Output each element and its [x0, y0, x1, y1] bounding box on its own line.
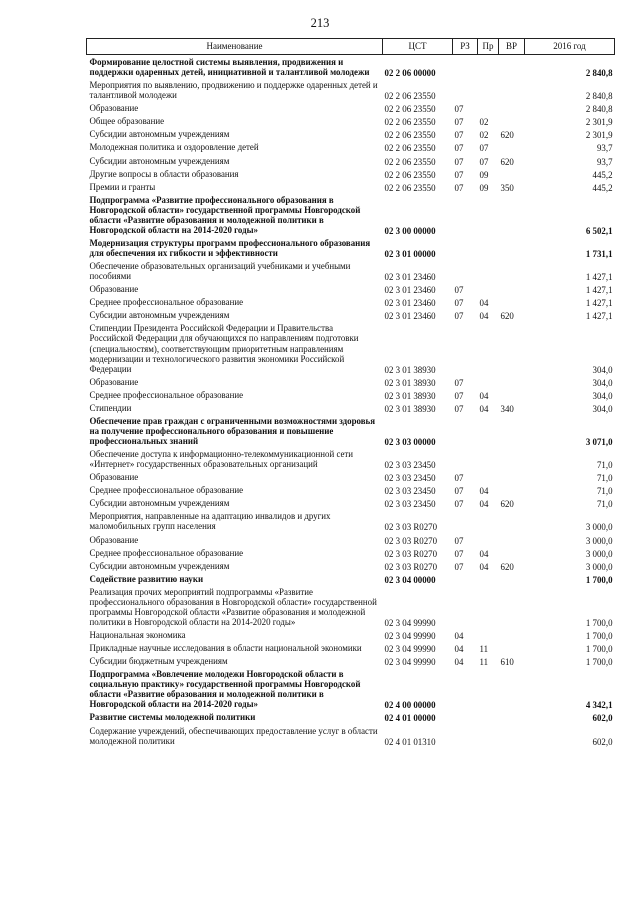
row-rz: 07	[454, 311, 464, 322]
row-cst: 02 3 03 R0270	[384, 561, 438, 572]
row-cst: 02 4 01 00000	[384, 713, 436, 724]
row-name: Обеспечение образовательных организаций учебниками и учебными пособиями	[89, 261, 351, 282]
row-cst: 02 3 03 23450	[384, 486, 436, 497]
row-rz: 04	[454, 644, 464, 655]
row-vr	[499, 470, 525, 483]
row-cst: 02 3 03 R0270	[384, 548, 438, 559]
header-year: 2016 год	[525, 39, 615, 55]
table-row	[87, 710, 615, 723]
row-cst: 02 3 01 23460	[384, 285, 436, 296]
row-rz: 07	[454, 561, 464, 572]
row-cst: 02 3 01 38930	[384, 403, 436, 414]
row-vr	[499, 724, 525, 747]
row-vr	[499, 483, 525, 496]
row-vr: 620	[500, 311, 514, 322]
row-name: Молодежная политика и оздоровление детей	[89, 142, 259, 153]
row-rz: 07	[454, 535, 464, 546]
row-pr	[478, 101, 499, 114]
row-cst: 02 3 04 99990	[384, 657, 436, 668]
row-rz: 07	[454, 169, 464, 180]
row-vr: 620	[500, 130, 514, 141]
row-vr	[499, 585, 525, 628]
row-cst: 02 3 03 23450	[384, 499, 436, 510]
row-rz: 07	[454, 473, 464, 484]
row-vr: 620	[500, 499, 514, 510]
row-rz: 07	[454, 390, 464, 401]
row-pr	[478, 193, 499, 236]
row-sum-2016: 2 301,9	[585, 130, 613, 141]
row-sum-2016: 3 000,0	[585, 522, 613, 533]
row-rz: 07	[454, 182, 464, 193]
row-rz	[453, 193, 478, 236]
row-name: Субсидии автономным учреждениям	[89, 129, 230, 140]
row-name: Формирование целостной системы выявления, продвижения и поддержки одаренных детей, инициативной и талантливой молодежи	[89, 57, 370, 78]
row-pr	[478, 321, 499, 374]
row-rz	[453, 509, 478, 532]
row-cst: 02 4 00 00000	[384, 700, 436, 711]
row-pr	[478, 259, 499, 282]
row-sum-2016: 3 071,0	[585, 437, 613, 447]
row-vr	[499, 114, 525, 127]
row-rz: 07	[454, 104, 464, 115]
row-name: Мероприятия, направленные на адаптацию инвалидов и других маломобильных групп населения	[89, 511, 331, 532]
row-sum-2016: 3 000,0	[585, 548, 613, 559]
row-pr	[478, 447, 499, 470]
row-vr	[499, 167, 525, 180]
row-pr	[478, 282, 499, 295]
row-pr: 11	[479, 644, 489, 655]
row-cst: 02 2 06 23550	[384, 117, 436, 128]
row-vr	[499, 236, 525, 259]
table-row	[87, 180, 615, 193]
row-rz	[453, 321, 478, 374]
row-sum-2016: 71,0	[596, 460, 613, 471]
row-cst: 02 3 01 23460	[384, 272, 436, 283]
table-header-row	[87, 39, 615, 55]
row-rz: 07	[454, 377, 464, 388]
row-cst: 02 3 03 R0270	[384, 535, 438, 546]
row-pr: 02	[479, 117, 489, 128]
row-name: Подпрограмма «Развитие профессионального образования в Новгородской области» государственной программы Новгородской области «Развитие образования и молодежной политики в Новгородской области на 2014-2020 годы»	[89, 194, 361, 235]
row-pr	[478, 724, 499, 747]
row-pr: 04	[479, 499, 489, 510]
row-sum-2016: 71,0	[596, 473, 613, 484]
row-vr: 620	[500, 156, 514, 167]
row-name: Субсидии автономным учреждениям	[89, 310, 230, 321]
row-pr	[478, 710, 499, 723]
header-rz: РЗ	[453, 39, 478, 55]
row-cst: 02 3 04 99990	[384, 617, 436, 628]
row-cst: 02 3 03 23450	[384, 473, 436, 484]
row-rz	[453, 78, 478, 101]
row-pr: 04	[479, 548, 489, 559]
row-rz	[453, 55, 478, 79]
row-pr	[478, 375, 499, 388]
table-row	[87, 78, 615, 101]
row-vr	[499, 572, 525, 585]
row-vr	[499, 78, 525, 101]
row-sum-2016: 304,0	[592, 403, 613, 414]
row-sum-2016: 2 840,8	[585, 104, 613, 115]
row-rz: 07	[454, 486, 464, 497]
row-sum-2016: 304,0	[592, 390, 613, 401]
row-pr	[478, 509, 499, 532]
row-pr	[478, 470, 499, 483]
row-pr: 07	[479, 156, 489, 167]
table-row	[87, 154, 615, 167]
row-name: Обеспечение доступа к информационно-телекоммуникационной сети «Интернет» государственных образовательных организаций	[89, 449, 354, 470]
table-row	[87, 140, 615, 153]
row-cst: 02 3 04 99990	[384, 631, 436, 641]
table-row	[87, 295, 615, 308]
table-row	[87, 572, 615, 585]
row-sum-2016: 1 700,0	[585, 631, 613, 641]
row-sum-2016: 93,7	[596, 156, 613, 167]
table-row	[87, 375, 615, 388]
row-rz: 04	[454, 631, 464, 641]
table-row	[87, 628, 615, 641]
row-name: Содержание учреждений, обеспечивающих предоставление услуг в области молодежной политики	[89, 725, 378, 746]
row-pr: 07	[479, 143, 489, 154]
row-rz	[453, 572, 478, 585]
row-rz: 07	[454, 130, 464, 141]
row-pr: 04	[479, 298, 489, 309]
table-row	[87, 667, 615, 710]
table-row	[87, 55, 615, 79]
row-rz: 07	[454, 143, 464, 154]
row-name: Субсидии автономным учреждениям	[89, 560, 230, 571]
row-sum-2016: 2 301,9	[585, 117, 613, 128]
row-name: Образование	[89, 284, 139, 295]
table-row	[87, 559, 615, 572]
row-cst: 02 3 00 00000	[384, 225, 436, 236]
row-pr: 11	[479, 657, 489, 668]
table-row	[87, 127, 615, 140]
table-row	[87, 401, 615, 414]
row-vr	[499, 546, 525, 559]
row-pr	[478, 572, 499, 585]
row-sum-2016: 6 502,1	[585, 225, 613, 236]
row-cst: 02 3 03 R0270	[384, 522, 438, 533]
row-rz	[453, 585, 478, 628]
row-vr	[499, 282, 525, 295]
row-cst: 02 3 01 38930	[384, 377, 436, 388]
row-name: Субсидии бюджетным учреждениям	[89, 656, 228, 667]
row-sum-2016: 1 700,0	[585, 657, 613, 668]
row-cst: 02 2 06 23550	[384, 156, 436, 167]
row-cst: 02 2 06 23550	[384, 130, 436, 141]
row-rz: 07	[454, 285, 464, 296]
header-vr: ВР	[499, 39, 525, 55]
row-name: Обеспечение прав граждан с ограниченными возможностями здоровья на получение профессионального образования и повышение профессиональных знаний	[89, 415, 376, 446]
row-rz	[453, 724, 478, 747]
table-row	[87, 101, 615, 114]
row-rz	[453, 236, 478, 259]
row-rz: 07	[454, 156, 464, 167]
row-sum-2016: 1 427,1	[585, 285, 613, 296]
table-row	[87, 483, 615, 496]
row-vr	[499, 667, 525, 710]
row-name: Прикладные научные исследования в области национальной экономики	[89, 643, 362, 654]
row-vr	[499, 101, 525, 114]
row-cst: 02 3 04 99990	[384, 644, 436, 655]
row-name: Среднее профессиональное образование	[89, 389, 244, 400]
row-cst: 02 3 01 23460	[384, 298, 436, 309]
row-cst: 02 3 01 23460	[384, 311, 436, 322]
row-cst: 02 4 01 01310	[384, 736, 436, 747]
row-sum-2016: 602,0	[592, 713, 613, 724]
row-pr	[478, 78, 499, 101]
table-row	[87, 533, 615, 546]
row-sum-2016: 1 700,0	[585, 574, 613, 585]
table-row	[87, 236, 615, 259]
row-name: Образование	[89, 376, 139, 387]
row-rz	[453, 447, 478, 470]
table-row	[87, 321, 615, 374]
table-row	[87, 585, 615, 628]
row-cst: 02 3 04 00000	[384, 574, 436, 585]
table-row	[87, 724, 615, 747]
row-vr	[499, 414, 525, 447]
table-body	[87, 55, 615, 747]
table-row	[87, 282, 615, 295]
row-cst: 02 3 01 38930	[384, 364, 436, 375]
row-vr: 610	[500, 657, 514, 668]
row-name: Стипендии Президента Российской Федерации и Правительства Российской Федерации для обучающихся по направлениям подготовки (специальностям), соответствующим приоритетным направлениям модернизации и технологического развития экономики Российской Федерации	[89, 323, 359, 374]
budget-table	[86, 38, 615, 747]
table-row	[87, 388, 615, 401]
row-name: Образование	[89, 472, 139, 483]
row-vr	[499, 193, 525, 236]
row-vr	[499, 447, 525, 470]
row-rz: 04	[454, 657, 464, 668]
row-pr: 04	[479, 311, 489, 322]
row-sum-2016: 1 731,1	[585, 249, 613, 259]
row-cst: 02 2 06 00000	[384, 68, 436, 79]
table-row	[87, 509, 615, 532]
row-sum-2016: 445,2	[592, 169, 613, 180]
table-row	[87, 447, 615, 470]
row-pr	[478, 55, 499, 79]
row-sum-2016: 71,0	[596, 486, 613, 497]
row-vr	[499, 259, 525, 282]
table-row	[87, 470, 615, 483]
row-pr	[478, 533, 499, 546]
header-cst: ЦСТ	[383, 39, 453, 55]
table-row	[87, 167, 615, 180]
row-sum-2016: 93,7	[596, 143, 613, 154]
row-cst: 02 3 01 38930	[384, 390, 436, 401]
row-name: Национальная экономика	[89, 630, 186, 640]
row-name: Мероприятия по выявлению, продвижению и поддержке одаренных детей и талантливой молодежи	[89, 80, 378, 101]
header-name: Наименование	[87, 39, 383, 55]
row-cst: 02 3 01 00000	[384, 249, 436, 259]
row-name: Среднее профессиональное образование	[89, 297, 244, 308]
row-vr	[499, 641, 525, 654]
page-number: 213	[310, 16, 330, 30]
table-row	[87, 193, 615, 236]
row-name: Модернизация структуры программ профессионального образования для обеспечения их гибкости и эффективности	[89, 237, 371, 258]
row-vr	[499, 321, 525, 374]
header-pr: Пр	[478, 39, 499, 55]
row-rz: 07	[454, 403, 464, 414]
row-name: Образование	[89, 103, 139, 114]
row-pr	[478, 628, 499, 641]
row-rz: 07	[454, 499, 464, 510]
row-sum-2016: 2 840,8	[585, 68, 613, 79]
row-pr	[478, 414, 499, 447]
row-name: Другие вопросы в области образования	[89, 168, 239, 179]
row-sum-2016: 304,0	[592, 364, 613, 375]
row-cst: 02 3 03 23450	[384, 460, 436, 471]
table-row	[87, 654, 615, 667]
row-pr	[478, 236, 499, 259]
row-name: Стипендии	[89, 402, 132, 413]
row-pr: 04	[479, 486, 489, 497]
row-sum-2016: 1 427,1	[585, 298, 613, 309]
row-name: Общее образование	[89, 116, 165, 127]
row-name: Реализация прочих мероприятий подпрограммы «Развитие профессионального образования в Новгородской области» государственной программы Новгородской области «Развитие образования и молодежной политики в Новгородской области на 2014-2020 годы»	[89, 586, 377, 627]
row-vr	[499, 388, 525, 401]
row-rz	[453, 414, 478, 447]
row-vr	[499, 628, 525, 641]
row-vr	[499, 533, 525, 546]
row-sum-2016: 445,2	[592, 182, 613, 193]
row-name: Образование	[89, 534, 139, 545]
row-name: Премии и гранты	[89, 181, 156, 192]
row-sum-2016: 304,0	[592, 377, 613, 388]
table-row	[87, 414, 615, 447]
row-name: Содействие развитию науки	[89, 573, 204, 584]
row-vr	[499, 509, 525, 532]
row-vr	[499, 295, 525, 308]
row-sum-2016: 3 000,0	[585, 561, 613, 572]
table-row	[87, 496, 615, 509]
row-name: Субсидии автономным учреждениям	[89, 155, 230, 166]
row-pr: 04	[479, 390, 489, 401]
row-vr	[499, 375, 525, 388]
row-rz: 07	[454, 117, 464, 128]
row-vr: 350	[500, 182, 514, 193]
row-sum-2016: 2 840,8	[585, 91, 613, 102]
row-cst: 02 3 03 00000	[384, 437, 436, 447]
row-pr: 09	[479, 169, 489, 180]
row-sum-2016: 1 700,0	[585, 617, 613, 628]
table-row	[87, 308, 615, 321]
row-pr	[478, 585, 499, 628]
row-cst: 02 2 06 23550	[384, 169, 436, 180]
row-name: Развитие системы молодежной политики	[89, 712, 256, 723]
row-sum-2016: 71,0	[596, 499, 613, 510]
row-rz	[453, 667, 478, 710]
table-row	[87, 114, 615, 127]
row-name: Среднее профессиональное образование	[89, 485, 244, 496]
row-sum-2016: 3 000,0	[585, 535, 613, 546]
row-sum-2016: 1 427,1	[585, 272, 613, 283]
row-rz	[453, 710, 478, 723]
row-cst: 02 2 06 23550	[384, 143, 436, 154]
row-vr: 620	[500, 561, 514, 572]
row-sum-2016: 1 427,1	[585, 311, 613, 322]
row-cst: 02 2 06 23550	[384, 104, 436, 115]
row-vr	[499, 55, 525, 79]
table-row	[87, 546, 615, 559]
row-rz: 07	[454, 548, 464, 559]
table-row	[87, 259, 615, 282]
row-name: Среднее профессиональное образование	[89, 547, 244, 558]
row-vr: 340	[500, 403, 514, 414]
row-pr: 02	[479, 130, 489, 141]
row-rz: 07	[454, 298, 464, 309]
row-pr: 09	[479, 182, 489, 193]
row-name: Субсидии автономным учреждениям	[89, 498, 230, 509]
row-pr	[478, 667, 499, 710]
row-cst: 02 2 06 23550	[384, 182, 436, 193]
row-sum-2016: 602,0	[592, 736, 613, 747]
row-pr: 04	[479, 561, 489, 572]
row-name: Подпрограмма «Вовлечение молодежи Новгородской области в социальную практику» государственной программы Новгородской области «Развитие образования и молодежной политики в Новгородской области на 2014-2020 годы»	[89, 669, 361, 710]
table-row	[87, 641, 615, 654]
row-sum-2016: 4 342,1	[585, 700, 613, 711]
row-vr	[499, 710, 525, 723]
row-rz	[453, 259, 478, 282]
row-vr	[499, 140, 525, 153]
row-cst: 02 2 06 23550	[384, 91, 436, 102]
row-sum-2016: 1 700,0	[585, 644, 613, 655]
row-pr: 04	[479, 403, 489, 414]
